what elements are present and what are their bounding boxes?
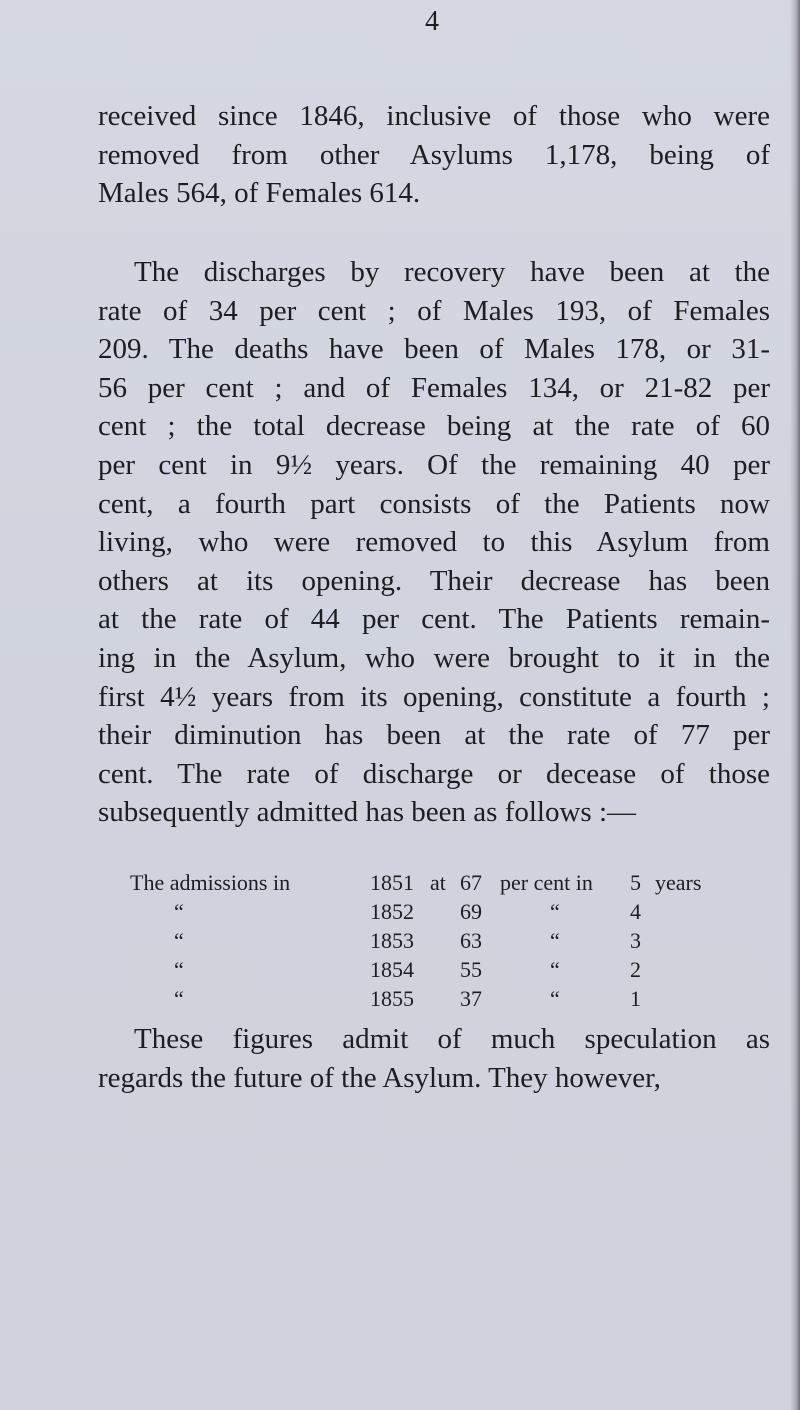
row-years-count: 2 <box>630 957 641 982</box>
table-row <box>130 926 710 955</box>
ditto-mark: “ <box>550 957 560 982</box>
row-unit: years <box>655 870 702 895</box>
row-percent: 67 <box>460 870 482 895</box>
row-years-count: 1 <box>630 986 641 1011</box>
row-percent: 63 <box>460 928 482 953</box>
row-years-count: 4 <box>630 899 641 924</box>
text-line: cent, a fourth part consists of the Patients now <box>98 487 770 520</box>
row-label: The admissions in <box>130 870 291 895</box>
row-year: 1852 <box>370 899 414 924</box>
row-years-count: 5 <box>630 870 641 895</box>
ditto-mark: “ <box>174 928 184 953</box>
row-percent: 37 <box>460 986 482 1011</box>
text-line: first 4½ years from its opening, constitute a fourth ; <box>98 680 770 713</box>
row-year: 1853 <box>370 928 414 953</box>
page-edge-shadow <box>790 0 800 1410</box>
text-line: received since 1846, inclusive of those who were <box>98 100 770 132</box>
admissions-table <box>130 868 710 1013</box>
table-row <box>130 897 710 926</box>
text-line: cent ; the total decrease being at the rate of 60 <box>98 410 770 443</box>
ditto-mark: “ <box>174 986 184 1011</box>
text-line: 56 per cent ; and of Females 134, or 21-82 per <box>98 371 770 404</box>
row-years-count: 3 <box>630 928 641 953</box>
text-line: living, who were removed to this Asylum from <box>98 526 770 559</box>
ditto-mark: “ <box>550 986 560 1011</box>
page-number: 4 <box>425 6 439 37</box>
text-line: The discharges by recovery have been at the <box>134 256 770 288</box>
paragraph-1 <box>98 97 770 213</box>
paragraph-2 <box>98 253 770 832</box>
text-line: Males 564, of Females 614. <box>98 177 421 210</box>
text-line: per cent in 9½ years. Of the remaining 40 per <box>98 448 770 481</box>
ditto-mark: “ <box>550 928 560 953</box>
text-line: at the rate of 44 per cent. The Patients remain- <box>98 603 770 636</box>
text-line: subsequently admitted has been as follows :— <box>98 796 637 829</box>
paragraph-3 <box>98 1020 770 1097</box>
row-year: 1851 <box>370 870 414 895</box>
table-row <box>130 868 710 897</box>
text-line: 209. The deaths have been of Males 178, or 31- <box>98 333 770 366</box>
table-row <box>130 984 710 1013</box>
ditto-mark: “ <box>174 957 184 982</box>
text-line: their diminution has been at the rate of 77 per <box>98 719 770 752</box>
row-percent: 55 <box>460 957 482 982</box>
row-at: at <box>430 870 446 895</box>
table-row <box>130 955 710 984</box>
text-line: cent. The rate of discharge or decease of those <box>98 757 770 790</box>
text-line: removed from other Asylums 1,178, being of <box>98 138 770 171</box>
text-line: ing in the Asylum, who were brought to it in the <box>98 641 770 674</box>
text-line: others at its opening. Their decrease has been <box>98 564 770 597</box>
row-year: 1854 <box>370 957 414 982</box>
text-line: These figures admit of much speculation as <box>134 1023 770 1055</box>
row-year: 1855 <box>370 986 414 1011</box>
text-line: rate of 34 per cent ; of Males 193, of Females <box>98 294 770 327</box>
row-percent: 69 <box>460 899 482 924</box>
ditto-mark: “ <box>550 899 560 924</box>
row-per-cent-in: per cent in <box>500 870 593 895</box>
ditto-mark: “ <box>174 899 184 924</box>
text-line: regards the future of the Asylum. They however, <box>98 1061 661 1094</box>
